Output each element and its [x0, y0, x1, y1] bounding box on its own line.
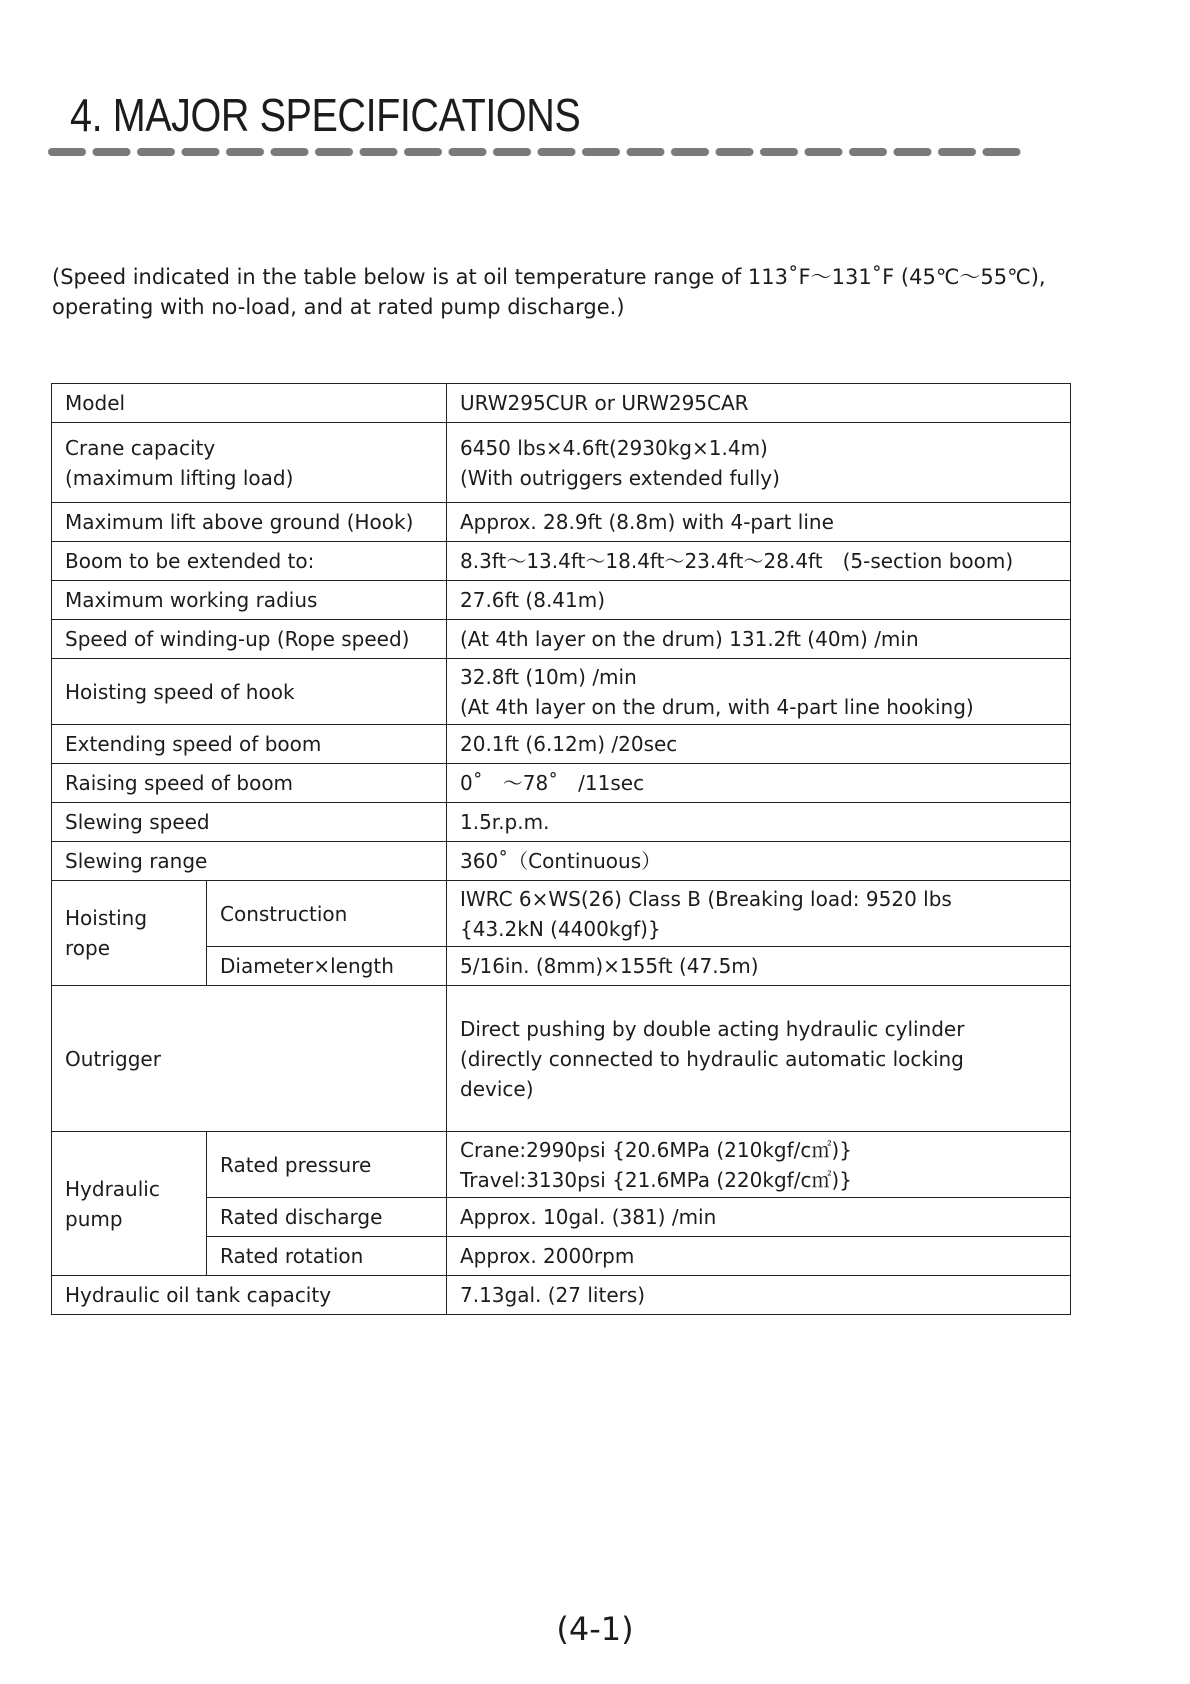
- spec-label-line: pump: [65, 1206, 123, 1231]
- underline-dash: [404, 148, 442, 156]
- spec-value: 1.5r.p.m.: [447, 803, 1071, 842]
- spec-label: Maximum lift above ground (Hook): [52, 503, 447, 542]
- spec-sublabel: Rated discharge: [207, 1198, 447, 1237]
- spec-label-line: Hydraulic: [65, 1176, 160, 1201]
- spec-value-line: IWRC 6×WS(26) Class B (Breaking load: 9520 lbs: [460, 886, 952, 911]
- underline-dash: [627, 148, 665, 156]
- spec-value: Approx. 2000rpm: [447, 1237, 1071, 1276]
- spec-value: 20.1ft (6.12m) /20sec: [447, 725, 1071, 764]
- page-number: (4-1): [556, 1610, 634, 1648]
- underline-dash: [360, 148, 398, 156]
- temperature-note: [52, 262, 1132, 322]
- title-underline: [48, 145, 1028, 159]
- underline-dash: [226, 148, 264, 156]
- page-title: 4. MAJOR SPECIFICATIONS: [70, 89, 581, 141]
- spec-value-line: (directly connected to hydraulic automatic locking: [460, 1046, 964, 1071]
- underline-dash: [538, 148, 576, 156]
- spec-value-line: Travel:3130psi {21.6MPa (220kgf/c㎡)}: [460, 1167, 852, 1192]
- table-row: [52, 803, 1071, 842]
- spec-value: 8.3ft～13.4ft～18.4ft～23.4ft～28.4ft (5-section boom): [447, 542, 1071, 581]
- table-row: [52, 842, 1071, 881]
- underline-dash: [137, 148, 175, 156]
- spec-label: Hoisting speed of hook: [52, 659, 447, 725]
- spec-value-line: Direct pushing by double acting hydraulic cylinder: [460, 1016, 965, 1041]
- spec-label: Outrigger: [52, 986, 447, 1132]
- table-row: [52, 881, 1071, 947]
- spec-label: Boom to be extended to:: [52, 542, 447, 581]
- spec-value: (At 4th layer on the drum) 131.2ft (40m) /min: [447, 620, 1071, 659]
- spec-label: Raising speed of boom: [52, 764, 447, 803]
- spec-value: [447, 659, 1071, 725]
- spec-value: 5/16in. (8mm)×155ft (47.5m): [447, 947, 1071, 986]
- underline-dash: [93, 148, 131, 156]
- underline-dash: [449, 148, 487, 156]
- underline-dash: [582, 148, 620, 156]
- table-row: [52, 1276, 1071, 1315]
- spec-sublabel: Diameter×length: [207, 947, 447, 986]
- spec-value: 360˚（Continuous）: [447, 842, 1071, 881]
- table-row: [52, 384, 1071, 423]
- spec-value: [447, 881, 1071, 947]
- table-row: [52, 503, 1071, 542]
- underline-dash: [716, 148, 754, 156]
- spec-value-line: (With outriggers extended fully): [460, 465, 780, 490]
- spec-value: 7.13gal. (27 liters): [447, 1276, 1071, 1315]
- spec-label: Maximum working radius: [52, 581, 447, 620]
- underline-dash: [760, 148, 798, 156]
- spec-label: Model: [52, 384, 447, 423]
- spec-value-line: 32.8ft (10m) /min: [460, 664, 637, 689]
- spec-sublabel: Construction: [207, 881, 447, 947]
- spec-value-line: (At 4th layer on the drum, with 4-part line hooking): [460, 694, 974, 719]
- spec-value: [447, 423, 1071, 503]
- table-row: [52, 542, 1071, 581]
- table-row: [52, 620, 1071, 659]
- spec-value-line: Crane:2990psi {20.6MPa (210kgf/c㎡)}: [460, 1137, 852, 1162]
- spec-value: Approx. 28.9ft (8.8m) with 4-part line: [447, 503, 1071, 542]
- note-line-1: (Speed indicated in the table below is at oil temperature range of 113˚F～131˚F (45℃～55℃),: [52, 265, 1046, 289]
- spec-sublabel: Rated pressure: [207, 1132, 447, 1198]
- spec-label: Slewing range: [52, 842, 447, 881]
- underline-dash: [182, 148, 220, 156]
- underline-dash: [271, 148, 309, 156]
- spec-label-line: (maximum lifting load): [65, 465, 294, 490]
- underline-dash: [849, 148, 887, 156]
- underline-dash: [315, 148, 353, 156]
- underline-dash: [805, 148, 843, 156]
- table-row: [52, 423, 1071, 503]
- spec-sublabel: Rated rotation: [207, 1237, 447, 1276]
- spec-label: Slewing speed: [52, 803, 447, 842]
- spec-value: URW295CUR or URW295CAR: [447, 384, 1071, 423]
- spec-value: Approx. 10gal. (381) /min: [447, 1198, 1071, 1237]
- spec-value: [447, 1132, 1071, 1198]
- spec-label: Speed of winding-up (Rope speed): [52, 620, 447, 659]
- specifications-table: [51, 383, 1071, 1315]
- spec-value: [447, 986, 1071, 1132]
- spec-value-line: device): [460, 1076, 534, 1101]
- spec-label: [52, 423, 447, 503]
- table-row: [52, 659, 1071, 725]
- spec-label-line: Crane capacity: [65, 435, 216, 460]
- underline-dash: [894, 148, 932, 156]
- underline-dash: [48, 148, 86, 156]
- spec-label: Extending speed of boom: [52, 725, 447, 764]
- table-row: [52, 1132, 1071, 1198]
- spec-value: 27.6ft (8.41m): [447, 581, 1071, 620]
- spec-group-label: [52, 1132, 207, 1276]
- table-row: [52, 725, 1071, 764]
- spec-group-label: Hoisting rope: [52, 881, 207, 986]
- table-row: [52, 764, 1071, 803]
- spec-value-line: {43.2kN (4400kgf)}: [460, 916, 661, 941]
- underline-dash: [983, 148, 1021, 156]
- underline-dash: [671, 148, 709, 156]
- spec-label: Hydraulic oil tank capacity: [52, 1276, 447, 1315]
- spec-value-line: 6450 lbs×4.6ft(2930kg×1.4m): [460, 435, 768, 460]
- spec-value: 0˚ ～78˚ /11sec: [447, 764, 1071, 803]
- underline-dash: [493, 148, 531, 156]
- table-row: [52, 986, 1071, 1132]
- note-line-2: operating with no-load, and at rated pump discharge.): [52, 295, 625, 319]
- underline-dash: [938, 148, 976, 156]
- table-row: [52, 581, 1071, 620]
